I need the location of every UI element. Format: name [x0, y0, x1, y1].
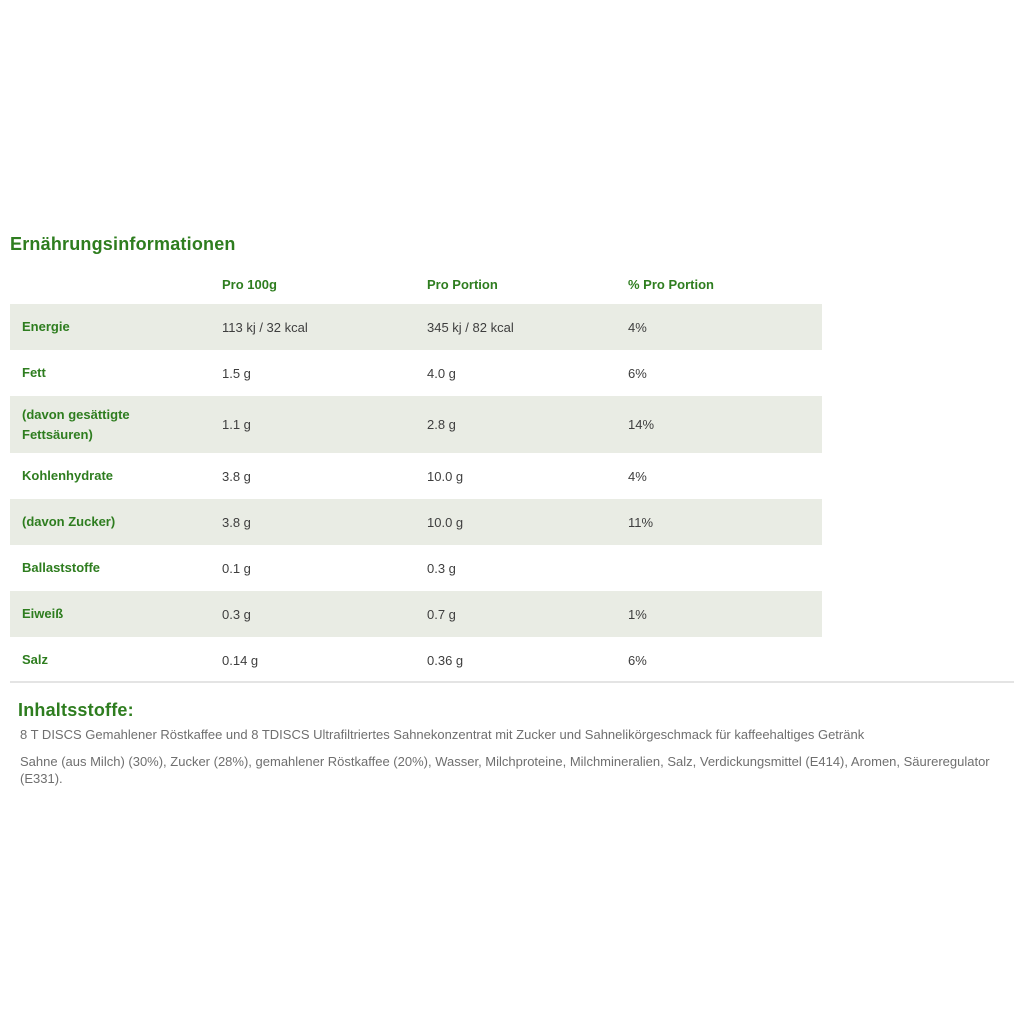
value-percent-per-portion: 4%: [628, 468, 647, 484]
table-header-percent-per-portion: % Pro Portion: [628, 276, 714, 292]
value-percent-per-portion: 6%: [628, 365, 647, 381]
row-label: (davon gesättigte Fettsäuren): [22, 406, 130, 442]
value-per-100g: 1.5 g: [222, 365, 251, 381]
value-per-portion: 0.36 g: [427, 652, 464, 668]
ingredients-description: 8 T DISCS Gemahlener Röstkaffee und 8 TDISCS Ultrafiltriertes Sahnekonzentrat mit Zucker und Sahnelikörgeschmack für kaffeehaltiges Getränk: [20, 727, 865, 742]
nutrition-table: [10, 264, 822, 683]
value-per-100g: 1.1 g: [222, 417, 251, 432]
page-title: Ernährungsinformationen: [10, 234, 236, 254]
value-percent-per-portion: 14%: [628, 417, 655, 432]
table-header-per-100g: Pro 100g: [222, 276, 277, 292]
row-label: Salz: [22, 652, 49, 667]
value-percent-per-portion: [628, 545, 822, 591]
table-header-empty: [10, 264, 222, 304]
value-per-portion: 345 kj / 82 kcal: [427, 319, 514, 335]
value-percent-per-portion: 11%: [628, 514, 654, 530]
value-per-portion: 10.0 g: [427, 514, 464, 530]
row-label: Ballaststoffe: [22, 560, 101, 575]
value-percent-per-portion: 6%: [628, 652, 647, 668]
table-header-per-portion: Pro Portion: [427, 276, 498, 292]
value-percent-per-portion: 1%: [628, 606, 647, 622]
value-per-100g: 113 kj / 32 kcal: [222, 319, 308, 335]
table-row-eiweiss: [10, 591, 822, 637]
table-row-kohlenhydrate: [10, 453, 822, 499]
value-per-100g: 0.3 g: [222, 606, 251, 622]
ingredients-heading: Inhaltsstoffe:: [18, 700, 134, 720]
table-row-ballaststoffe: [10, 545, 822, 591]
row-label: (davon Zucker): [22, 514, 116, 529]
value-per-portion: 10.0 g: [427, 468, 464, 484]
value-per-portion: 4.0 g: [427, 365, 456, 381]
value-per-portion: 0.3 g: [427, 560, 456, 576]
row-label: Energie: [22, 319, 70, 334]
ingredients-list: Sahne (aus Milch) (30%), Zucker (28%), gemahlener Röstkaffee (20%), Wasser, Milchproteine, Milchmineralien, Salz, Verdickungsmittel (E414), Aromen, Säureregulator (E331).: [20, 754, 990, 786]
value-per-100g: 0.1 g: [222, 560, 251, 576]
table-row-energie: [10, 304, 822, 350]
table-row-fett: [10, 350, 822, 396]
table-row-gesaettigte-fettsaeuren: [10, 396, 822, 453]
row-label: Fett: [22, 365, 46, 380]
value-percent-per-portion: 4%: [628, 319, 647, 335]
section-divider: [10, 681, 1014, 683]
table-header-row: [10, 264, 822, 304]
value-per-100g: 3.8 g: [222, 468, 251, 484]
row-label: Kohlenhydrate: [22, 468, 114, 483]
value-per-100g: 3.8 g: [222, 514, 251, 530]
row-label: Eiweiß: [22, 606, 64, 621]
value-per-portion: 2.8 g: [427, 417, 456, 432]
value-per-portion: 0.7 g: [427, 606, 456, 622]
table-row-davon-zucker: [10, 499, 822, 545]
table-row-salz: [10, 637, 822, 683]
value-per-100g: 0.14 g: [222, 652, 259, 668]
